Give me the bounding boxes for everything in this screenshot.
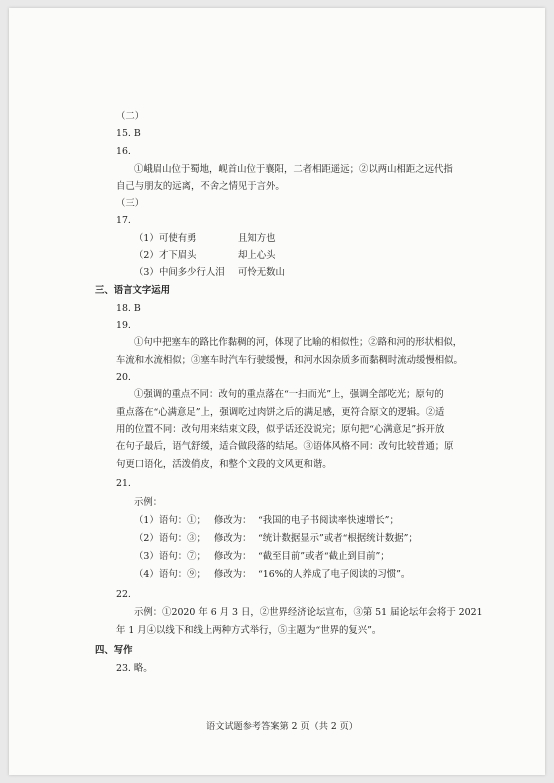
q21-item-2-text: “统计数据显示”或者“根据统计数据”； xyxy=(258,533,418,544)
q21-item-4-text: “16%的人养成了电子阅读的习惯”。 xyxy=(258,569,411,580)
q22-line-2: 年 1 月④以线下和线上两种方式举行，⑤主题为“世界的复兴”。 xyxy=(116,625,382,636)
q17-item-1-num: （1） xyxy=(134,233,159,244)
q21-item-3-num: （3） xyxy=(134,551,159,562)
section-4-heading: 四、写作 xyxy=(95,645,133,656)
q21-item-4-num: （4） xyxy=(134,569,159,580)
q21-item-1-text: “我国的电子书阅读率快速增长”； xyxy=(258,515,399,526)
q21-item-3-sentence: 语句：⑦； xyxy=(159,551,206,562)
page-footer: 语文试题参考答案第 2 页（共 2 页） xyxy=(206,721,358,732)
q17-item-1-b: 且知方也 xyxy=(238,233,276,244)
q20-number: 20. xyxy=(116,372,131,383)
q20-line-3: 用的位置不同：改句用来结束文段，似乎话还没说完；原句把“心满意足”拆开放 xyxy=(116,424,445,435)
q22-number: 22. xyxy=(116,589,131,600)
q17-item-3-b: 可怜无数山 xyxy=(238,267,285,278)
q20-line-5: 句更口语化，活泼俏皮，和整个文段的文风更和谐。 xyxy=(116,459,332,470)
q21-item-2-sentence: 语句：③； xyxy=(159,533,206,544)
q23-answer: 23. 略。 xyxy=(116,663,153,674)
q21-item-3-revise: 修改为： xyxy=(214,551,252,562)
section-er-label: （二） xyxy=(116,111,145,122)
q21-item-1-revise: 修改为： xyxy=(214,515,252,526)
q21-item-1-num: （1） xyxy=(134,515,159,526)
section-3-heading: 三、语言文字运用 xyxy=(95,285,171,296)
q17-item-2-b: 却上心头 xyxy=(238,250,276,261)
q19-number: 19. xyxy=(116,320,131,331)
section-san-label: （三） xyxy=(116,198,145,209)
q20-line-4: 在句子最后，语气舒缓，适合做段落的结尾。③语体风格不同：改句比较普通；原 xyxy=(116,441,454,452)
q21-number: 21. xyxy=(116,478,131,489)
q17-number: 17. xyxy=(116,215,131,226)
q21-item-2-num: （2） xyxy=(134,533,159,544)
q15-answer: 15. B xyxy=(116,128,141,139)
q22-line-1: 示例：①2020 年 6 月 3 日，②世界经济论坛宣布，③第 51 届论坛年会将于 2021 xyxy=(134,607,483,618)
q16-line-1: ①峨眉山位于蜀地，岘首山位于襄阳，二者相距遥远；②以两山相距之远代指 xyxy=(134,164,453,175)
q17-item-3-num: （3） xyxy=(134,267,159,278)
q19-line-2: 车流和水流相似；③塞车时汽车行驶缓慢，和河水因杂质多而黏稠时流动缓慢相似。 xyxy=(116,355,463,366)
q17-item-3-a: 中间多少行人泪 xyxy=(159,267,225,278)
q17-item-2-a: 才下眉头 xyxy=(159,250,197,261)
q16-line-2: 自己与朋友的远离，不舍之情见于言外。 xyxy=(116,181,285,192)
q21-item-1-sentence: 语句：①； xyxy=(159,515,206,526)
q21-example-label: 示例： xyxy=(134,497,163,508)
q21-item-4-sentence: 语句：⑨； xyxy=(159,569,206,580)
q17-item-2-num: （2） xyxy=(134,250,159,261)
answer-sheet-page xyxy=(9,8,545,775)
q19-line-1: ①句中把塞车的路比作黏稠的河，体现了比喻的相似性；②路和河的形状相似， xyxy=(134,337,463,348)
q20-line-1: ①强调的重点不同：改句的重点落在“一扫而光”上，强调全部吃光；原句的 xyxy=(134,389,444,400)
q20-line-2: 重点落在“心满意足”上，强调吃过肉饼之后的满足感，更符合原文的逻辑。②适 xyxy=(116,407,445,418)
q16-number: 16. xyxy=(116,146,131,157)
q21-item-3-text: “截至目前”或者“截止到目前”； xyxy=(258,551,390,562)
q21-item-2-revise: 修改为： xyxy=(214,533,252,544)
q17-item-1-a: 可使有勇 xyxy=(159,233,197,244)
q18-answer: 18. B xyxy=(116,303,141,314)
q21-item-4-revise: 修改为： xyxy=(214,569,252,580)
